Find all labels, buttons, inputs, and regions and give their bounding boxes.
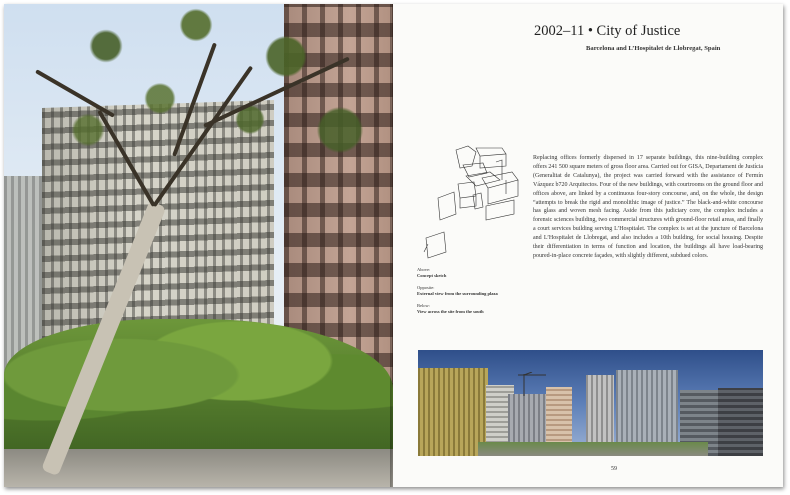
caption-below: Below: View across the site from the south <box>417 303 484 314</box>
body-text: Replacing offices formerly dispersed in 17 separate buildings, this nine-building complex offers 241 500 square meters of gross floor area. Carried out for GISA, Departament de Justícia (Generalitat de Catalunya), the project was carried forward with the assistance of Fermín Vázquez b720 Arquitectos. Four of the new buildings, with courtrooms on the ground floor and offices above, are linked by a continuous four-story concourse, and, on the whole, the design “attempts to break the rigid and monolithic image of justice.” The black-and-white concourse has glass and woven mesh facing. Aside from this judiciary core, the complex includes a forensic sciences building, two commercial structures with ground-floor retail areas, and finally a court services building serving L’Hospitalet. The complex is set at the juncture of Barcelona and L’Hospitalet de Llobregat, and also includes a 10th building, for social housing. Despite their differentiation in terms of function and location, the buildings all have load-bearing poured-in-place concrete façades, with slightly different, subdued colors. <box>533 155 763 259</box>
crane-icon <box>518 372 548 396</box>
tree-canopy <box>34 4 393 214</box>
photo-captions <box>417 267 527 321</box>
page-number: 59 <box>611 466 617 472</box>
caption-above: Above: Concept sketch <box>417 267 447 278</box>
concept-sketch <box>418 140 528 265</box>
exterior-photo <box>4 4 393 487</box>
page-subtitle: Barcelona and L’Hospitalet de Llobregat, Spain <box>586 45 721 52</box>
right-page <box>393 4 783 487</box>
site-view-photo <box>418 350 763 456</box>
book-spread <box>4 4 783 487</box>
caption-opposite: Opposite: External view from the surrounding plaza <box>417 285 498 296</box>
page-title: 2002–11 • City of Justice <box>534 23 681 39</box>
